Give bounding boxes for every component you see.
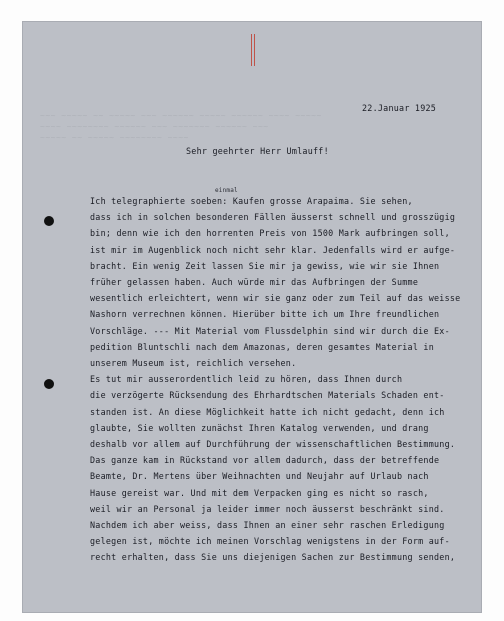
body-line: glaubte, Sie wollten zunächst Ihren Katalog verwenden, und drang	[90, 422, 429, 433]
body-line: wesentlich erleichtert, wenn wir sie ganz oder zum Teil auf das weisse	[90, 293, 461, 304]
body-line: Nachdem ich aber weiss, dass Ihnen an einer sehr raschen Erledigung	[90, 520, 445, 531]
body-line: recht erhalten, dass Sie uns diejenigen Sachen zur Bestimmung senden,	[90, 552, 456, 563]
body-line: gelegen ist, möchte ich meinen Vorschlag wenigstens in der Form auf-	[90, 536, 450, 547]
body-line: Es tut mir ausserordentlich leid zu hören, dass Ihnen durch	[90, 374, 403, 385]
letter-date: 22.Januar 1925	[362, 103, 437, 113]
body-line: Vorschläge. --- Mit Material vom Flussdelphin sind wir durch die Ex-	[90, 325, 450, 336]
red-pencil-mark	[251, 34, 255, 66]
body-line: Beamte, Dr. Mertens über Weihnachten und Neujahr auf Urlaub nach	[90, 471, 429, 482]
handwritten-insert: einmal	[215, 187, 238, 194]
body-line: Ich telegraphierte soeben: Kaufen grosse Arapaima. Sie sehen,	[90, 196, 413, 206]
show-through-text: ~~~ ~~~~~ ~~ ~~~~~ ~~~ ~~~~~~ ~~~~~ ~~~~~~ ~~~~ ~~~~~ ~~~~ ~~~~~~~~ ~~~~~~ ~~~ ~~~~~~~ ~~~~~~ ~~~ ~~~~~ ~~ ~~~~~ ~~~~~~~~ ~~~~	[40, 111, 322, 142]
letter-body	[90, 193, 460, 566]
body-line: unserem Museum ist, reichlich versehen.	[90, 358, 297, 369]
body-line: früher gelassen haben. Auch würde mir das Aufbringen der Summe	[90, 277, 419, 288]
body-line: ist mir im Augenblick noch nicht sehr klar. Jedenfalls wird er aufge-	[90, 244, 456, 255]
body-line: weil wir an Personal ja leider immer noch äusserst beschränkt sind.	[90, 503, 445, 514]
body-line: standen ist. An diese Möglichkeit hatte ich nicht gedacht, denn ich	[90, 406, 445, 417]
body-line: Hause gereist war. Und mit dem Verpacken ging es nicht so rasch,	[90, 487, 429, 498]
punch-hole-top	[44, 216, 54, 226]
punch-hole-bottom	[44, 379, 54, 389]
body-line: die verzögerte Rücksendung des Ehrhardtschen Materials Schaden ent-	[90, 390, 445, 401]
body-line: dass ich in solchen besonderen Fällen äusserst schnell und grosszügig	[90, 212, 456, 223]
letter-salutation: Sehr geehrter Herr Umlauff!	[186, 146, 329, 156]
body-line: Das ganze kam in Rückstand vor allem dadurch, dass der betreffende	[90, 455, 440, 466]
body-line: Nashorn verrechnen können. Hierüber bitte ich um Ihre freundlichen	[90, 309, 440, 320]
body-line: bracht. Ein wenig Zeit lassen Sie mir ja gewiss, wie wir sie Ihnen	[90, 260, 440, 271]
body-line: deshalb vor allem auf Durchführung der wissenschaftlichen Bestimmung.	[90, 439, 456, 450]
body-line: bin; denn wie ich den horrenten Preis von 1500 Mark aufbringen soll,	[90, 228, 450, 239]
body-line: pedition Bluntschli nach dem Amazonas, deren gesamtes Material in	[90, 341, 434, 352]
